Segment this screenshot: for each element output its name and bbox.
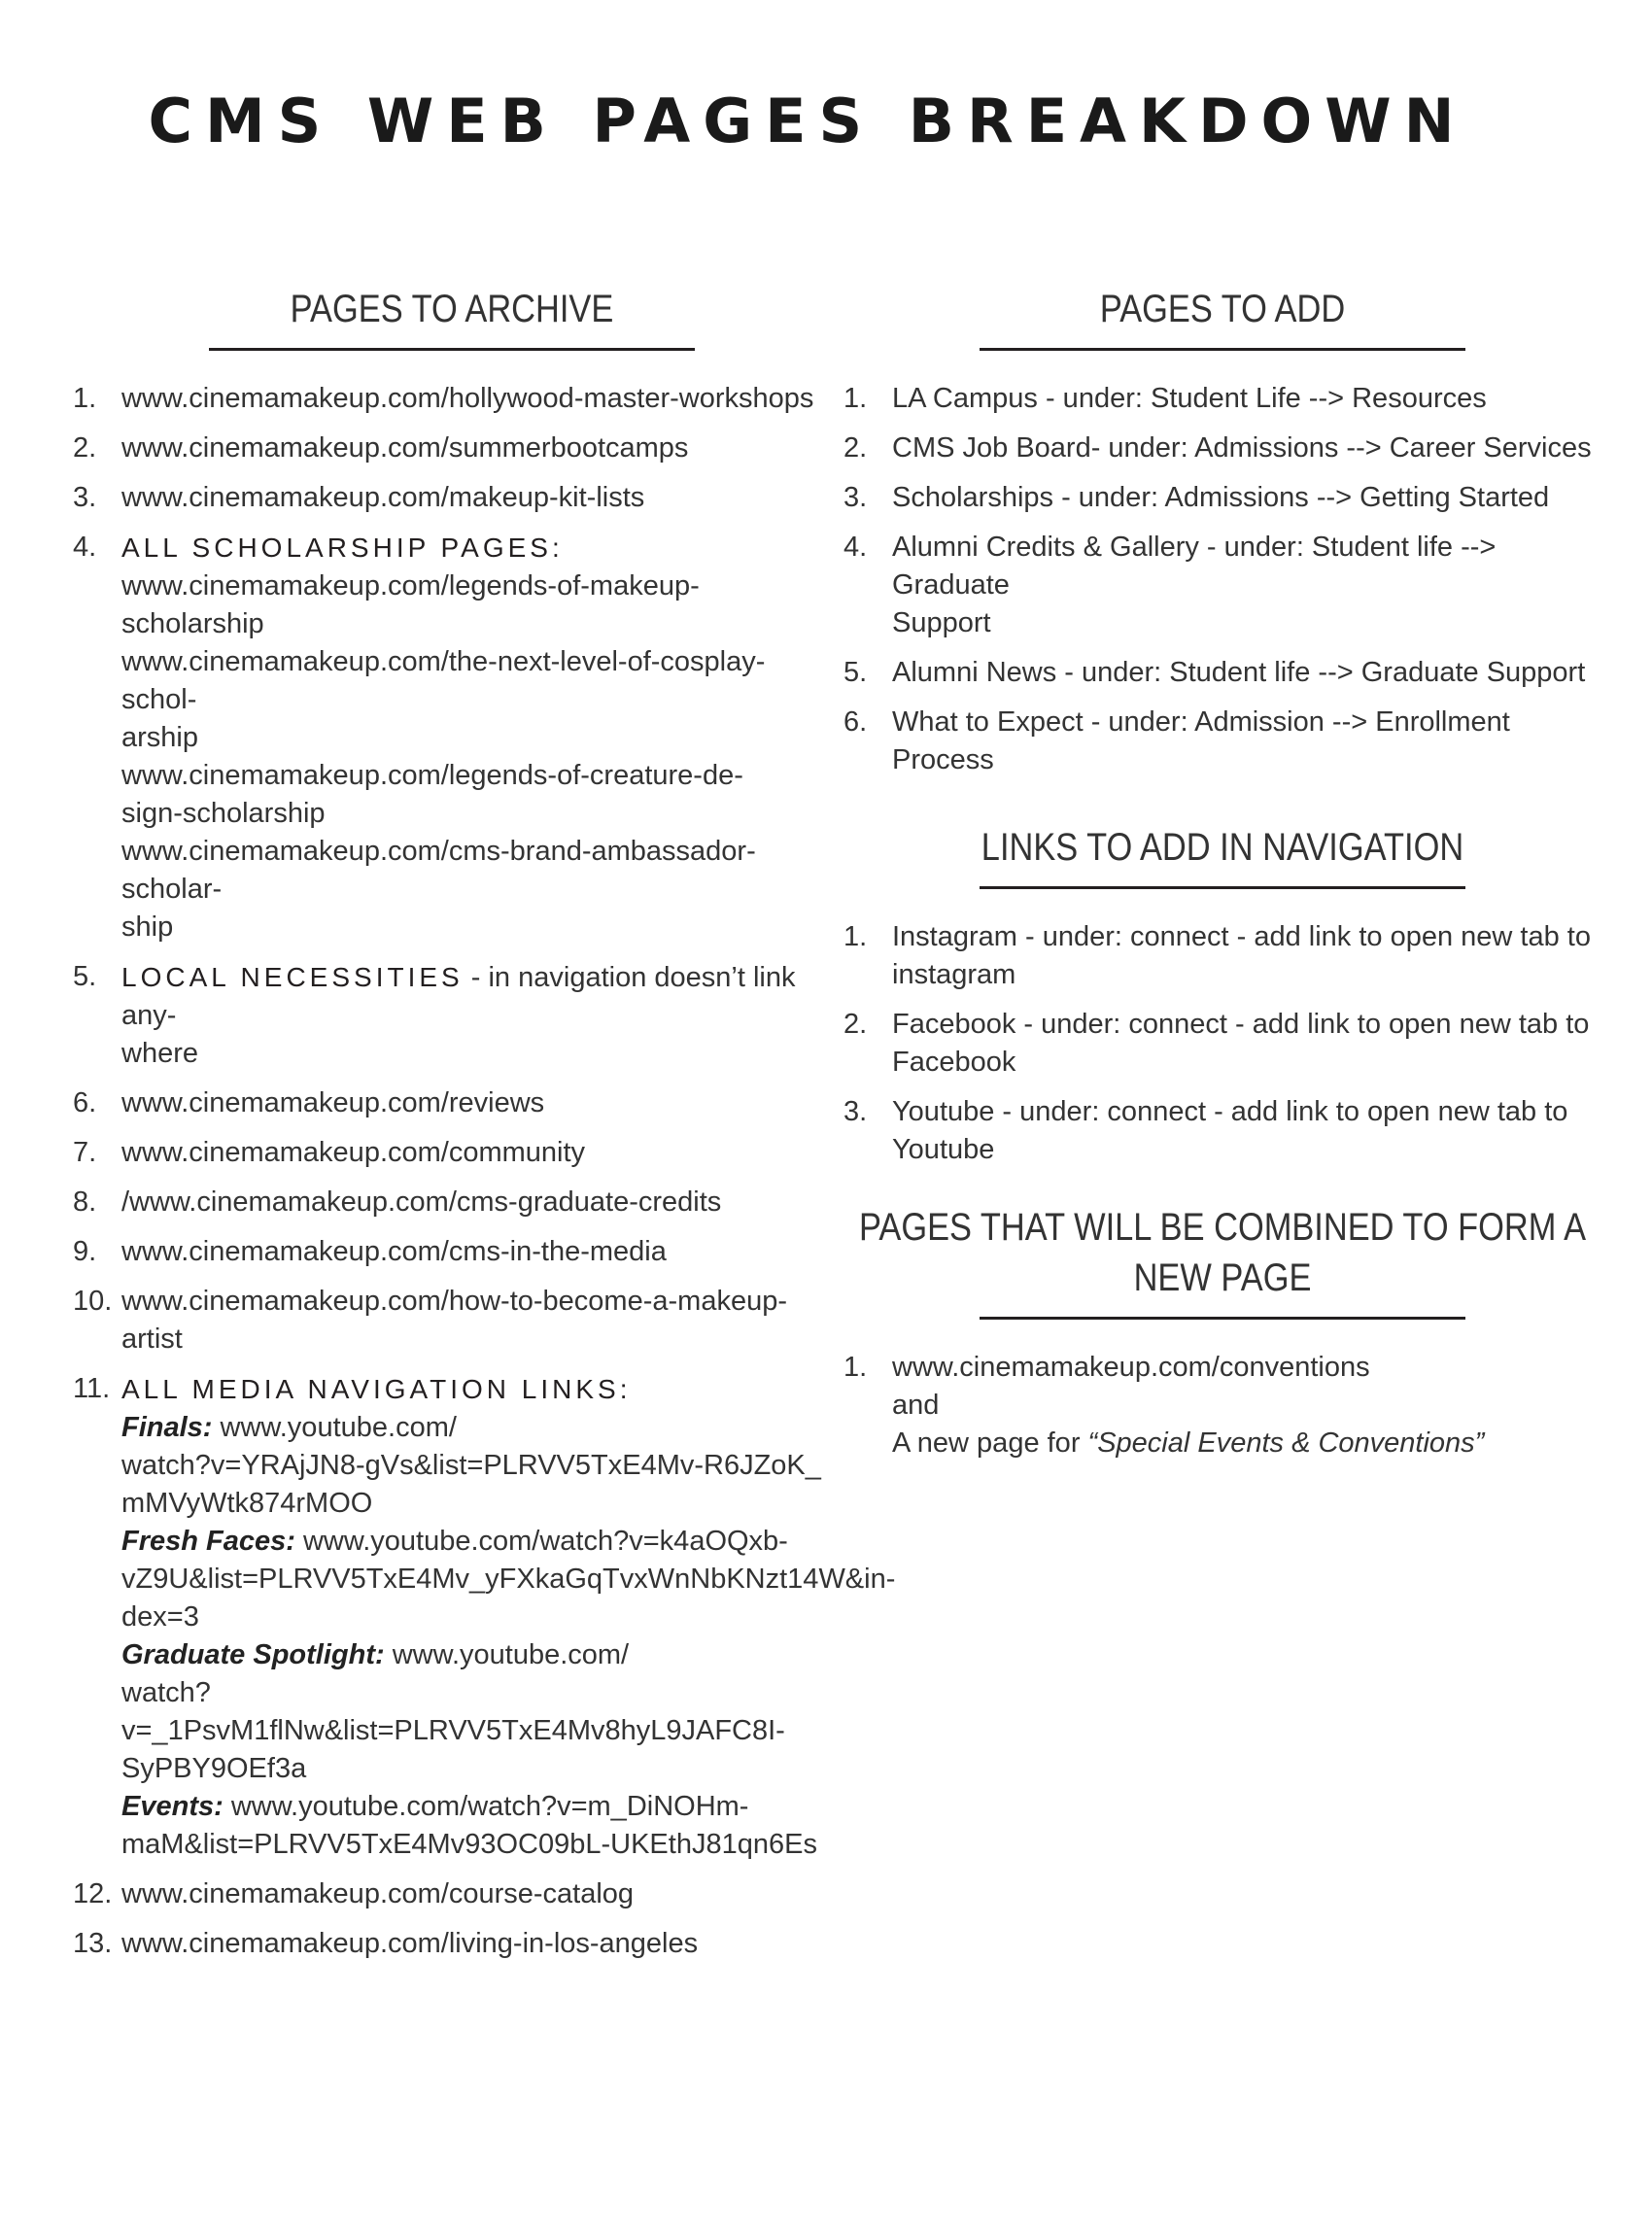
list-item (73, 430, 831, 467)
item-text: www.cinemamakeup.com/summerbootcamps (121, 432, 689, 464)
item-number: 7. (73, 1137, 97, 1168)
item-number: 9. (73, 1236, 97, 1267)
item-number: 2. (843, 432, 868, 464)
item-caps-label: ALL MEDIA NAVIGATION LINKS: (121, 1374, 632, 1404)
item-line: www.cinemamakeup.com/cms-brand-ambassador-scholar- (121, 836, 756, 905)
archive-heading: PAGES TO ARCHIVE (290, 288, 614, 330)
list-item (843, 918, 1601, 994)
list-item (843, 479, 1601, 517)
list-item (73, 1134, 831, 1172)
archive-section (73, 284, 896, 1975)
item-line: ship (121, 911, 174, 943)
item-text: A new page for (892, 1427, 1088, 1459)
media-link (121, 1409, 831, 1447)
media-url-line: watch?v=YRAjJN8-gVs&list=PLRVV5TxE4Mv-R6JZoK_ (121, 1450, 821, 1481)
item-number: 5. (73, 961, 97, 992)
list-item (73, 1233, 831, 1271)
media-url-line: dex=3 (121, 1601, 199, 1633)
media-url-line: SyPBY9OEf3a (121, 1753, 307, 1784)
list-item (73, 479, 831, 517)
nav-heading: LINKS TO ADD IN NAVIGATION (981, 826, 1464, 869)
item-line: and (892, 1390, 940, 1421)
list-item (73, 1370, 896, 1864)
list-item (73, 380, 831, 418)
list-item (843, 1349, 1601, 1462)
item-text: www.cinemamakeup.com/course-catalog (121, 1878, 635, 1909)
item-line (892, 1425, 1601, 1462)
item-text: What to Expect - under: Admission --> Enrollment Process (892, 706, 1510, 775)
item-number: 1. (843, 1352, 868, 1383)
item-text: Youtube - under: connect - add link to open new tab to (892, 1096, 1568, 1127)
item-number: 1. (73, 383, 97, 414)
item-text: www.cinemamakeup.com/cms-in-the-media (121, 1236, 667, 1267)
item-line: Youtube (892, 1134, 995, 1165)
item-text: LA Campus - under: Student Life --> Resources (892, 383, 1487, 414)
media-label: Fresh Faces: (121, 1526, 295, 1557)
item-number: 3. (843, 1096, 868, 1127)
item-text: www.cinemamakeup.com/reviews (121, 1087, 545, 1118)
list-item (843, 1093, 1601, 1169)
media-url-line: maM&list=PLRVV5TxE4Mv93OC09bL-UKEthJ81qn6Es (121, 1829, 817, 1860)
nav-section (843, 822, 1601, 1169)
media-link (121, 1788, 831, 1826)
item-text: Alumni Credits & Gallery - under: Student life --> Graduate (892, 532, 1497, 601)
item-number: 1. (843, 921, 868, 952)
item-number: 5. (843, 657, 868, 688)
list-item (843, 654, 1601, 692)
add-section (843, 284, 1601, 779)
combine-heading-line2: NEW PAGE (1133, 1256, 1312, 1299)
media-label: Graduate Spotlight: (121, 1639, 385, 1670)
item-text: www.cinemamakeup.com/community (121, 1137, 586, 1168)
list-item (73, 529, 831, 946)
item-caps-label: LOCAL NECESSITIES (121, 962, 464, 992)
list-item (73, 1875, 831, 1913)
nav-rule (980, 886, 1465, 889)
media-url: www.youtube.com/watch?v=k4aOQxb- (294, 1526, 788, 1557)
item-line: Support (892, 607, 991, 638)
archive-rule (209, 348, 695, 351)
item-text: www.cinemamakeup.com/living-in-los-angeles (121, 1928, 699, 1959)
item-text: Instagram - under: connect - add link to open new tab to (892, 921, 1591, 952)
item-number: 8. (73, 1186, 97, 1218)
item-number: 2. (73, 432, 97, 464)
list-item (843, 430, 1601, 467)
add-list (843, 380, 1601, 779)
item-number: 1. (843, 383, 868, 414)
combine-heading (846, 1202, 1599, 1303)
item-line: where (121, 1038, 198, 1069)
media-label: Finals: (121, 1412, 213, 1443)
item-line: instagram (892, 959, 1016, 990)
list-item (843, 529, 1601, 642)
media-url: www.youtube.com/ (384, 1639, 630, 1670)
item-caps-label: ALL SCHOLARSHIP PAGES: (121, 533, 564, 563)
item-number: 11. (73, 1373, 111, 1404)
item-number: 10. (73, 1286, 113, 1317)
item-italic-text: “Special Events & Conventions” (1087, 1427, 1485, 1459)
media-link (121, 1523, 831, 1561)
item-text: - in navigation doesn’t link any- (121, 962, 796, 1031)
item-number: 3. (73, 482, 97, 513)
item-text: www.cinemamakeup.com/how-to-become-a-makeup-artist (121, 1286, 787, 1355)
item-number: 4. (843, 532, 868, 563)
item-text: www.cinemamakeup.com/makeup-kit-lists (121, 482, 645, 513)
right-column (843, 284, 1601, 1474)
list-item (73, 1184, 831, 1221)
item-number: 2. (843, 1009, 868, 1040)
item-line: Facebook (892, 1047, 1016, 1078)
item-number: 4. (73, 532, 97, 563)
combine-list (843, 1349, 1601, 1462)
media-url-line: vZ9U&list=PLRVV5TxE4Mv_yFXkaGqTvxWnNbKNzt14W&in- (121, 1564, 896, 1595)
item-text: /www.cinemamakeup.com/cms-graduate-credits (121, 1186, 722, 1218)
item-text: www.cinemamakeup.com/conventions (892, 1352, 1370, 1383)
list-item (843, 1006, 1601, 1082)
media-url-line: mMVyWtk874rMOO (121, 1488, 373, 1519)
media-url: www.youtube.com/ (212, 1412, 457, 1443)
page-title: CMS WEB PAGES BREAKDOWN (148, 86, 1467, 156)
item-number: 6. (73, 1087, 97, 1118)
list-item (73, 1925, 831, 1963)
item-text: Alumni News - under: Student life --> Graduate Support (892, 657, 1586, 688)
item-number: 12. (73, 1878, 113, 1909)
item-line: www.cinemamakeup.com/the-next-level-of-cosplay-schol- (121, 646, 766, 715)
list-item (73, 1283, 831, 1358)
item-text: CMS Job Board- under: Admissions --> Career Services (892, 432, 1592, 464)
list-item (73, 1084, 831, 1122)
item-number: 3. (843, 482, 868, 513)
item-number: 13. (73, 1928, 113, 1959)
nav-list (843, 918, 1601, 1169)
item-number: 6. (843, 706, 868, 738)
combine-heading-line1: PAGES THAT WILL BE COMBINED TO FORM A (858, 1206, 1587, 1249)
add-rule (980, 348, 1465, 351)
media-url: www.youtube.com/watch?v=m_DiNOHm- (223, 1791, 749, 1822)
item-line: sign-scholarship (121, 798, 326, 829)
list-item (843, 704, 1601, 779)
item-text: www.cinemamakeup.com/hollywood-master-workshops (121, 383, 814, 414)
add-heading: PAGES TO ADD (1099, 288, 1346, 330)
combine-rule (980, 1317, 1465, 1320)
item-text: Facebook - under: connect - add link to open new tab to (892, 1009, 1590, 1040)
archive-list (73, 380, 896, 1963)
media-link (121, 1636, 831, 1674)
list-item (73, 958, 831, 1073)
item-line: www.cinemamakeup.com/legends-of-creature-de- (121, 760, 743, 791)
item-line: www.cinemamakeup.com/legends-of-makeup-scholarship (121, 570, 700, 639)
combine-section (843, 1202, 1601, 1462)
item-text: Scholarships - under: Admissions --> Getting Started (892, 482, 1550, 513)
media-url-line: watch?v=_1PsvM1flNw&list=PLRVV5TxE4Mv8hyL9JAFC8I- (121, 1677, 785, 1746)
media-label: Events: (121, 1791, 224, 1822)
item-line: arship (121, 722, 198, 753)
list-item (843, 380, 1601, 418)
